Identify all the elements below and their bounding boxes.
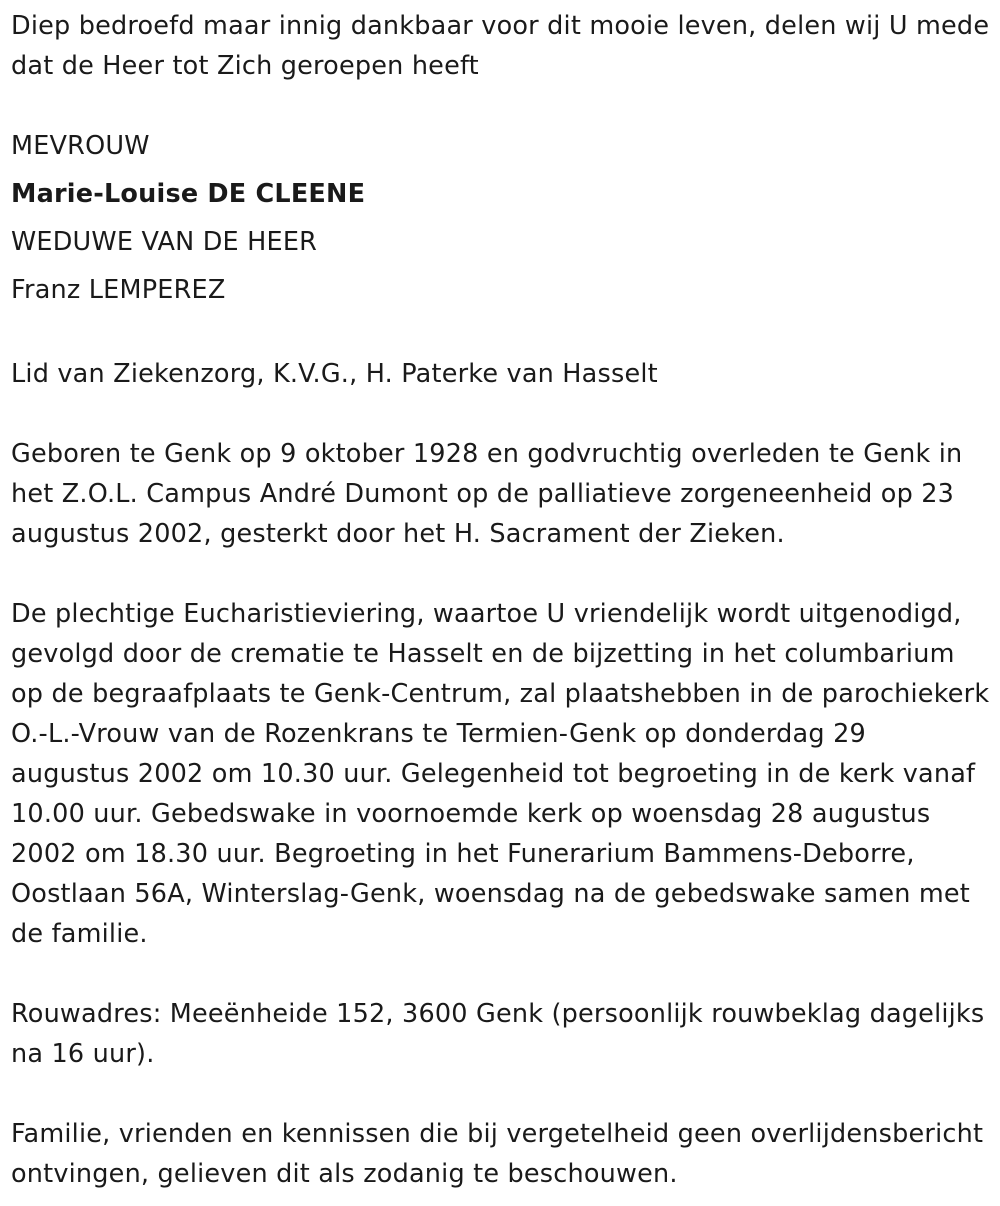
closing-paragraph: Familie, vrienden en kennissen die bij vergetelheid geen overlijdensbericht ontvingen, gelieven dit als zodanig te beschouwen. [11,1119,984,1189]
relation-label: WEDUWE VAN DE HEER [11,227,318,257]
spacer [11,554,991,594]
ceremony-paragraph: De plechtige Eucharistieviering, waartoe U vriendelijk wordt uitgenodigd, gevolgd door de crematie te Hasselt en de bijzetting in het columbarium op de begraafplaats te Genk-Centrum, zal plaatshebben in de parochiekerk O.-L.-Vrouw van de Rozenkrans te Termien-Genk op donderdag 29 augustus 2002 om 10.30 uur. Gelegenheid tot begroeting in de kerk vanaf 10.00 uur. Gebedswake in voornoemde kerk op woensdag 28 augustus 2002 om 18.30 uur. Begroeting in het Funerarium Bammens-Deborre, Oostlaan 56A, Winterslag-Genk, woensdag na de gebedswake samen met de familie. [11,599,990,949]
deceased-block [11,122,991,314]
spacer [11,86,991,126]
spacer [11,1074,991,1114]
title-label: MEVROUW [11,131,150,161]
membership-paragraph: Lid van Ziekenzorg, K.V.G., H. Paterke van Hasselt [11,359,658,389]
intro-paragraph: Diep bedroefd maar innig dankbaar voor dit mooie leven, delen wij U mede dat de Heer tot Zich geroepen heeft [11,11,990,81]
spacer [11,314,991,354]
address-paragraph: Rouwadres: Meeënheide 152, 3600 Genk (persoonlijk rouwbeklag dagelijks na 16 uur). [11,999,985,1069]
spacer [11,954,991,994]
obituary-document [11,6,991,1194]
spacer [11,394,991,434]
birth-death-paragraph: Geboren te Genk op 9 oktober 1928 en godvruchtig overleden te Genk in het Z.O.L. Campus André Dumont op de palliatieve zorgeneenheid op 23 augustus 2002, gesterkt door het H. Sacrament der Zieken. [11,439,963,549]
spouse-name: Franz LEMPEREZ [11,275,226,305]
deceased-name: Marie-Louise DE CLEENE [11,179,366,209]
